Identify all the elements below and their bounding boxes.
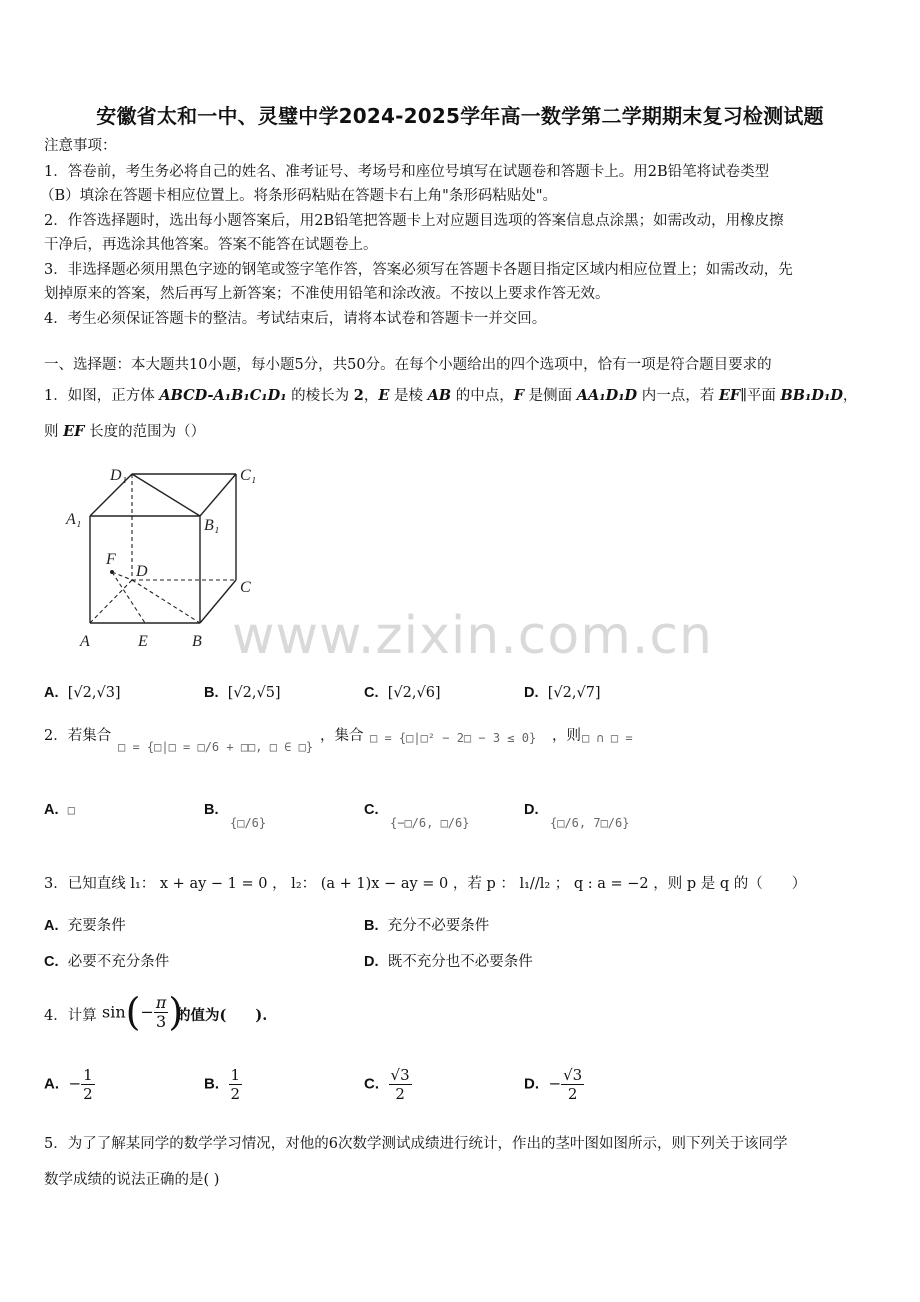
q4-sin: sin [102,1002,126,1022]
q1-option-d[interactable] [524,681,601,705]
q4-option-a[interactable] [44,1066,95,1103]
q1-segment: EF [63,423,85,440]
label-e: E [138,633,148,650]
option-label: A. [44,918,59,934]
question-5: 5．为了了解某同学的数学学习情况，对他的6次数学测试成绩进行统计，作出的茎叶图如图所示，则下列关于该同学 [44,1136,788,1152]
label-b1: B₁ [204,517,220,534]
option-label: C. [364,802,379,818]
label-d1: D₁ [110,467,128,484]
q3-option-a[interactable] [44,914,126,938]
notice-heading: 注意事项： [44,138,117,154]
q2-set-a: □ = {□|□ = □/6 + □□, □ ∈ □} [118,740,314,754]
notice-line: 3．非选择题必须用黑色字迹的钢笔或签字笔作答，答案必须写在答题卡各题目指定区域内相应位置上；如需改动，先 [44,262,793,278]
notice-line: 划掉原来的答案，然后再写上新答案；不准使用铅笔和涂改液。不按以上要求作答无效。 [44,286,610,302]
option-label: D. [524,1075,539,1093]
option-value: [√2,√6] [387,685,441,701]
q4-pre: 4．计算 [44,1008,97,1024]
q2-text-b: ，集合 [320,728,364,744]
option-label: C. [44,954,59,970]
q2-option-c[interactable] [364,798,379,822]
notice-line: 4．考生必须保证答题卡的整洁。考试结束后，请将本试卷和答题卡一并交回。 [44,311,547,327]
q2-text-c: ，则 [552,728,581,744]
label-f: F [106,551,116,568]
option-value: 充要条件 [67,918,126,934]
q3-option-d[interactable] [364,950,533,974]
option-den: 2 [83,1085,93,1103]
option-label: D. [524,685,539,701]
q2-set-b: □ = {□|□² − 2□ − 3 ≤ 0} [370,731,537,745]
q2-option-d-value: {□/6, 7□/6} [550,816,630,830]
q2-option-b[interactable] [204,798,219,822]
option-fraction [229,1066,243,1103]
question-1 [44,384,857,408]
option-value: 必要不充分条件 [67,954,170,970]
option-label: B. [204,685,219,701]
option-value: 既不充分也不必要条件 [387,954,533,970]
option-den: 2 [567,1085,578,1103]
q2-option-c-value: {−□/6, □/6} [390,816,470,830]
option-label: D. [364,954,379,970]
q1-face: AA₁D₁D [576,387,638,404]
q4-expression: sin(− $\frac{\pi}{3}$ ) [102,990,184,1034]
q3-option-b[interactable] [364,914,489,938]
label-c: C [240,579,251,596]
q1-edge-ab: AB [427,387,452,404]
option-label: B. [204,802,219,818]
option-num: 1 [83,1066,93,1084]
option-value: □ [67,803,75,817]
notice-line: 1．答卷前，考生务必将自己的姓名、准考证号、考场号和座位号填写在试题卷和答题卡上。用2B铅笔将试卷类型 [44,164,770,180]
q1-text: 则 [44,424,64,440]
option-num: √3 [390,1066,410,1084]
question-1-line2 [44,420,205,444]
q3-option-c[interactable] [44,950,169,974]
option-value: [√2,√7] [547,685,601,701]
q2-option-d[interactable] [524,798,539,822]
q1-text: 的棱长为 [286,388,354,404]
page-title: 安徽省太和一中、灵璧中学2024-2025学年高一数学第二学期期末复习检测试题 [96,104,824,128]
q1-point-e: E [378,387,390,404]
option-den: 2 [230,1085,241,1103]
option-label: D. [524,802,539,818]
q1-text: ∥平面 [740,388,781,404]
q4-num: π [155,992,167,1012]
q1-num: 1．如图，正方体 [44,388,160,404]
q4-option-d[interactable] [524,1066,584,1103]
option-fraction [561,1066,584,1103]
q1-text: ， [842,388,858,404]
q1-text: 长度的范围为（） [84,424,206,440]
q4-den: 3 [156,1011,167,1031]
notice-line: 2．作答选择题时，选出每小题答案后，用2B铅笔把答题卡上对应题目选项的答案信息点涂黑；如需改动，用橡皮擦 [44,213,784,229]
q1-plane: BB₁D₁D [780,387,843,404]
q1-segment: EF [718,387,741,404]
notice-line: 干净后，再选涂其他答案。答案不能答在试题卷上。 [44,237,378,253]
option-fraction [81,1066,95,1103]
option-sign: − [68,1074,82,1093]
q1-option-a[interactable] [44,681,121,705]
question-5-line2: 数学成绩的说法正确的是( ) [44,1172,220,1188]
q1-option-b[interactable] [204,681,281,705]
q2-text-a: 2．若集合 [44,728,112,744]
q2-option-a[interactable] [44,798,75,822]
watermark: www.zixin.com.cn [232,606,713,666]
q1-text: 内一点，若 [637,388,719,404]
option-value: [√2,√5] [227,685,281,701]
label-a1: A₁ [66,511,82,528]
option-sign: − [548,1074,562,1093]
q1-option-c[interactable] [364,681,441,705]
q1-cube: ABCD-A₁B₁C₁D₁ [159,387,287,404]
label-c1: C₁ [240,467,257,484]
option-value: [√2,√3] [67,685,121,701]
q1-point-f: F [513,387,525,404]
q1-text: 的中点， [451,388,514,404]
option-label: A. [44,802,59,818]
option-label: C. [364,685,379,701]
label-a: A [80,633,90,650]
option-value: 充分不必要条件 [387,918,490,934]
option-label: B. [204,1075,219,1093]
option-label: A. [44,685,59,701]
q4-post: 的值为( ). [176,1007,268,1024]
notice-line: （B）填涂在答题卡相应位置上。将条形码粘贴在答题卡右上角"条形码粘贴处"。 [40,188,557,204]
option-den: 2 [395,1085,405,1103]
q4-fraction [154,994,169,1031]
q4-option-c[interactable] [364,1066,412,1103]
option-label: B. [364,918,379,934]
option-num: 1 [230,1066,241,1084]
q1-text: 是棱 [389,388,428,404]
q4-option-b[interactable] [204,1066,242,1103]
q2-result: □ ∩ □ = [582,731,633,745]
option-label: C. [364,1075,379,1093]
q1-edge: 2 [353,387,364,404]
label-d: D [136,563,148,580]
q2-option-b-value: {□/6} [230,816,267,830]
option-num: √3 [563,1066,583,1084]
q1-text: 是侧面 [524,388,577,404]
option-label: A. [44,1075,59,1093]
q1-text: ， [363,388,379,404]
section-heading: 一、选择题：本大题共10小题，每小题5分，共50分。在每个小题给出的四个选项中，恰有一项是符合题目要求的 [44,357,772,373]
option-fraction [389,1066,412,1103]
label-b: B [192,633,202,650]
question-3: 3．已知直线 l₁： x + ay − 1 = 0 ， l₂： (a + 1)x − ay = 0 ，若 p ： l₁//l₂ ； q : a = −2 ，则 p 是 q 的（ ） [44,876,807,892]
